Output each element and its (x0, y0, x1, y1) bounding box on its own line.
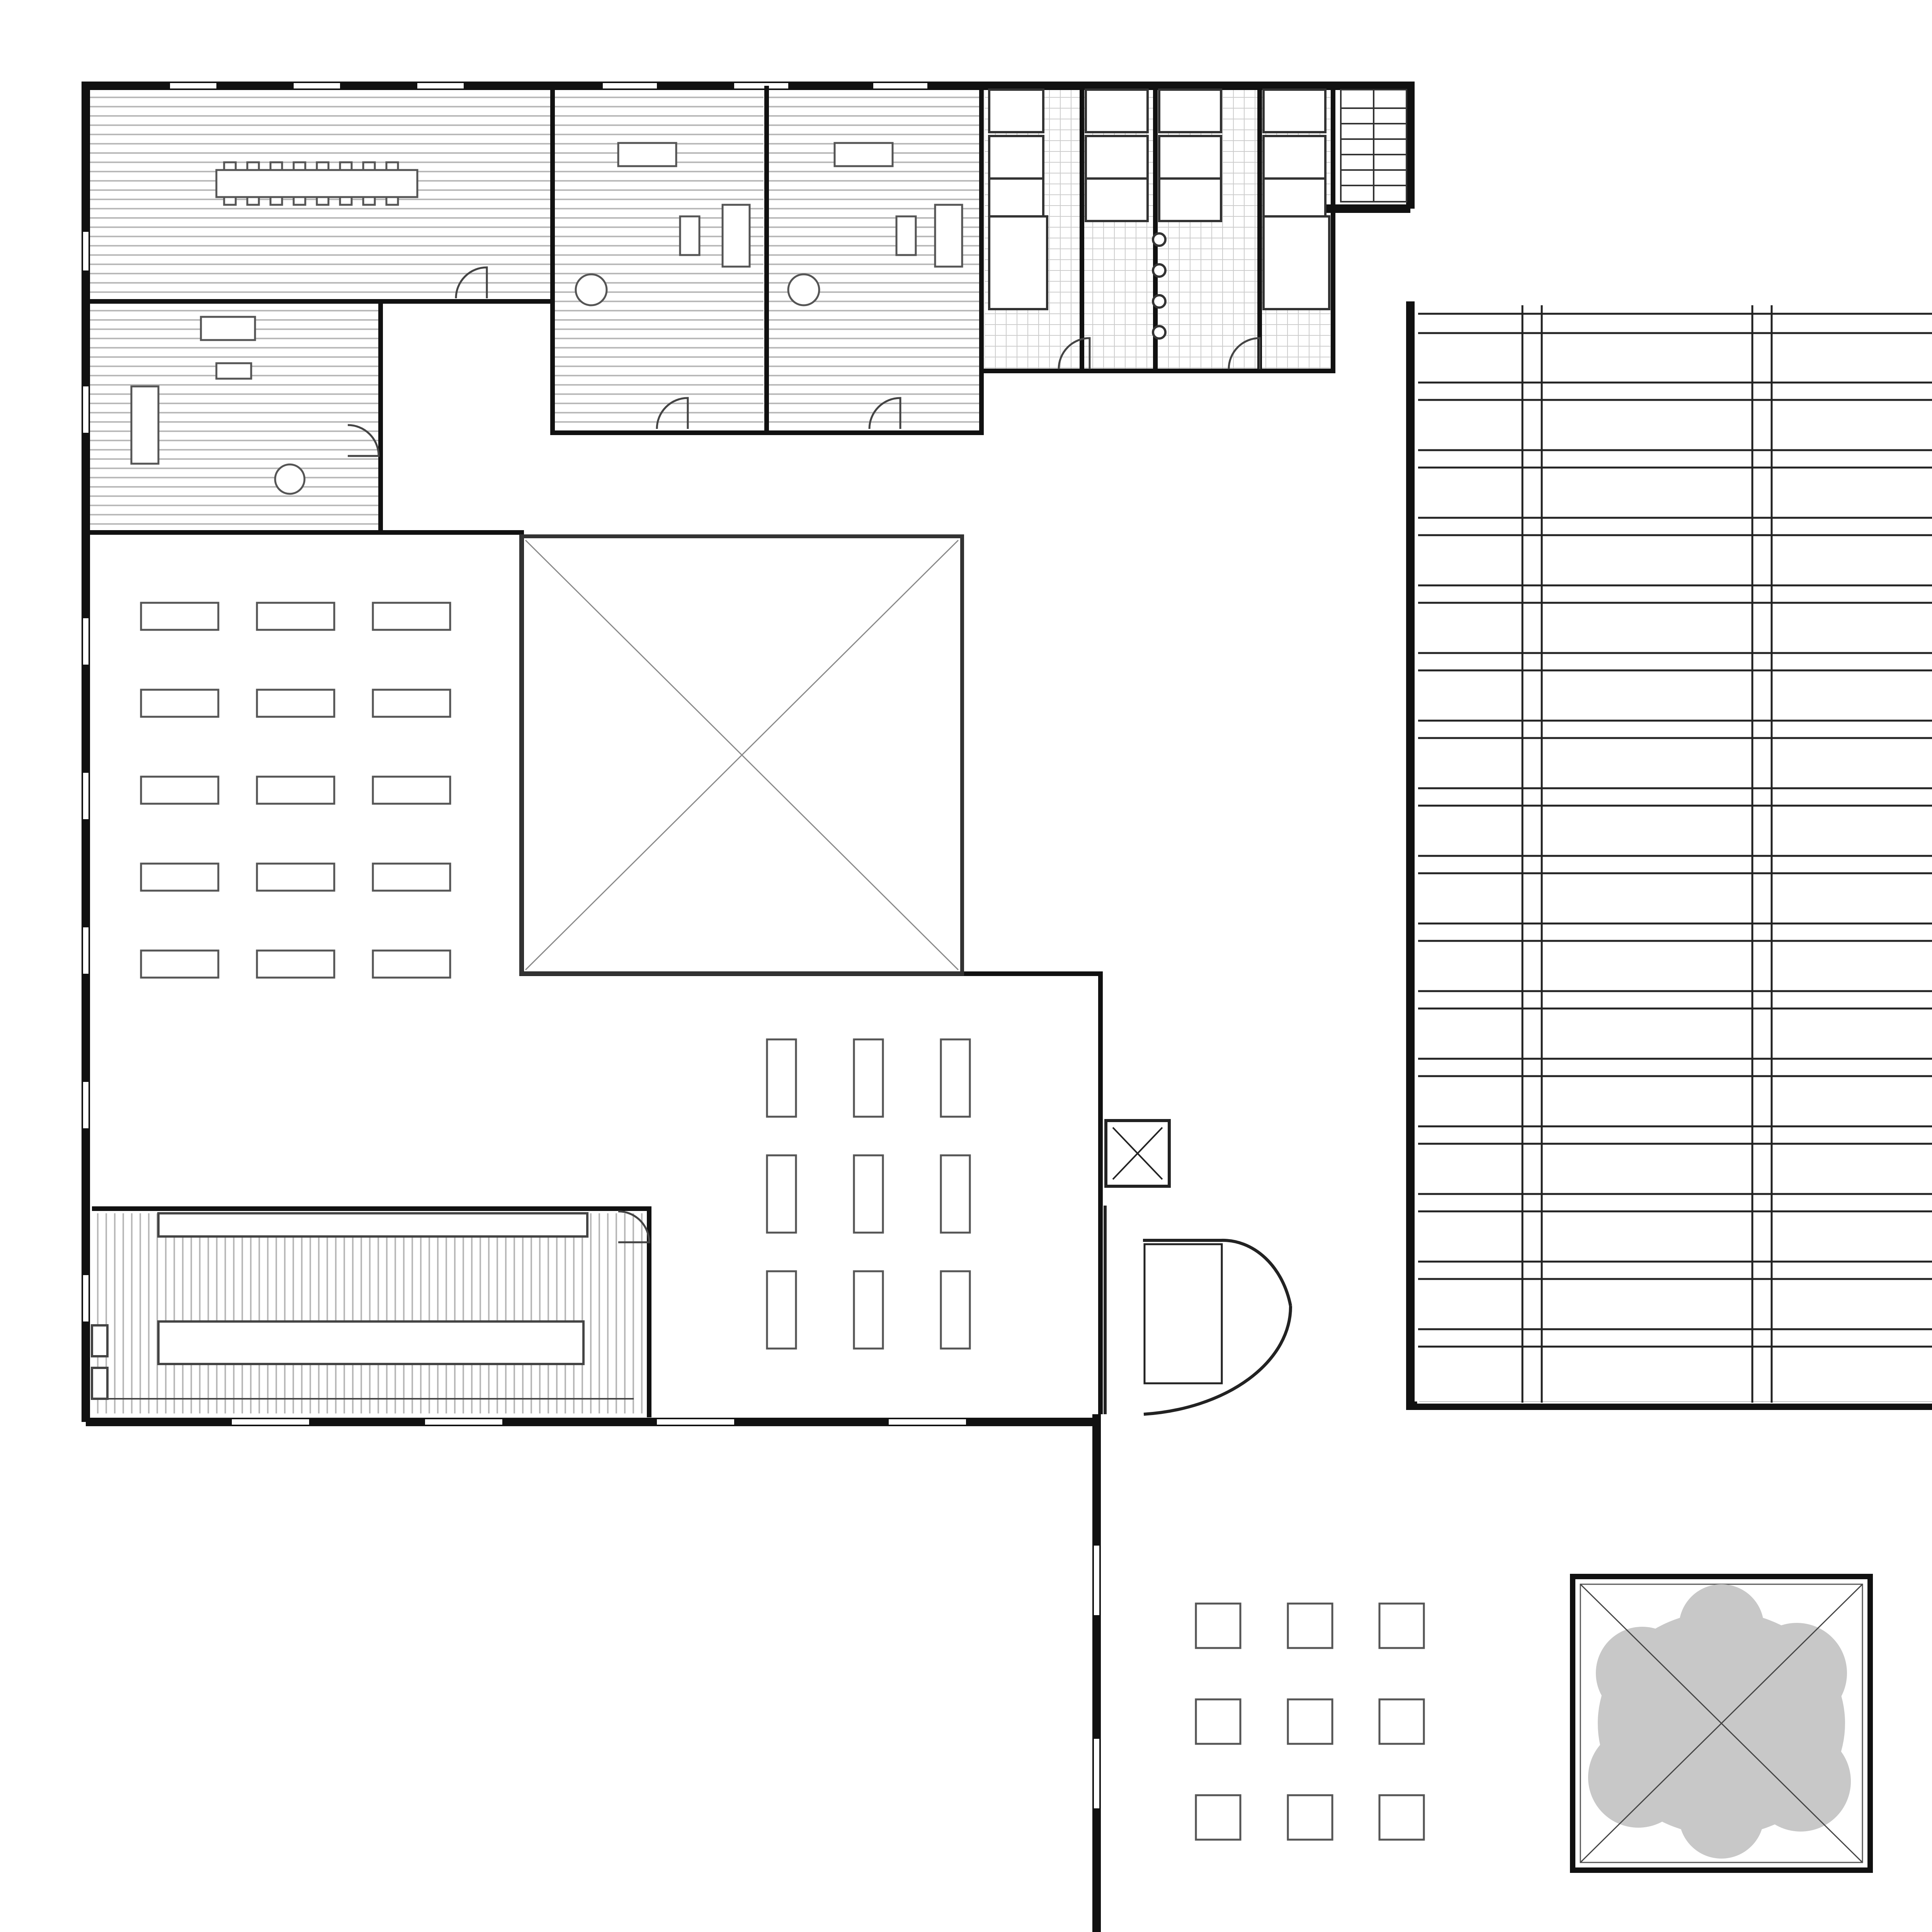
pergola-roof (1418, 305, 1932, 1403)
gallery-courtyard (1573, 1577, 1870, 1870)
meeting-room-furniture (216, 162, 417, 205)
dining-tables-west (141, 603, 450, 978)
central-void (522, 536, 962, 974)
elevator-stair-core (1105, 1121, 1291, 1414)
pergola-posts (1522, 305, 1932, 1403)
kitchen-floor (92, 1213, 647, 1413)
pergola-beams (1418, 314, 1932, 1347)
top-stair (1341, 90, 1406, 202)
dining-tables-center (767, 1039, 970, 1349)
restroom-fixtures (989, 90, 1329, 338)
